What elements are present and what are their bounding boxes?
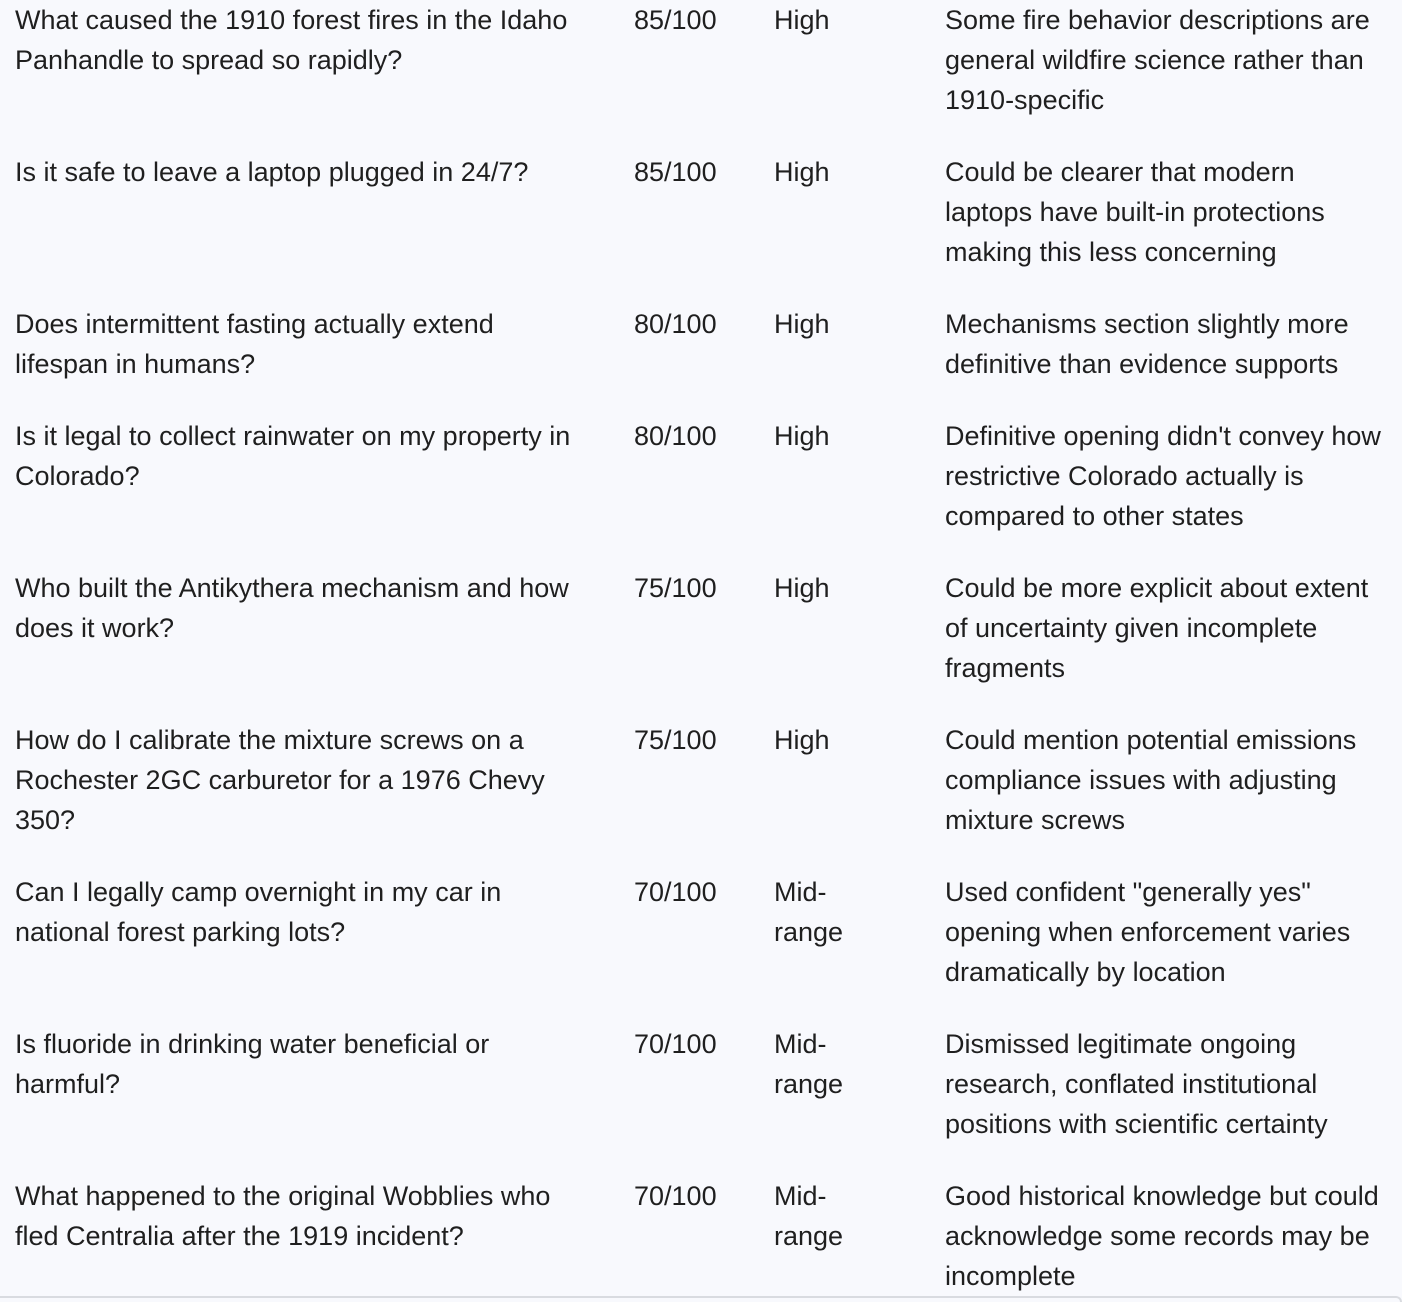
question-cell: Can I legally camp overnight in my car in national forest parking lots? xyxy=(15,877,502,947)
score-cell: 85/100 xyxy=(634,157,717,187)
score-cell: 75/100 xyxy=(634,573,717,603)
confidence-cell: High xyxy=(774,309,830,339)
confidence-cell: High xyxy=(774,573,830,603)
score-cell: 70/100 xyxy=(634,1181,717,1211)
table-row xyxy=(0,720,1385,840)
note-cell: Used confident "generally yes" opening when enforcement varies dramatically by location xyxy=(945,877,1351,987)
container-bottom-border xyxy=(0,1296,1402,1302)
question-cell: Is it safe to leave a laptop plugged in 24/7? xyxy=(15,157,529,187)
confidence-cell: Mid-range xyxy=(774,877,844,947)
score-cell: 75/100 xyxy=(634,725,717,755)
confidence-cell: High xyxy=(774,157,830,187)
table-row xyxy=(0,568,1385,688)
confidence-cell: High xyxy=(774,5,830,35)
note-cell: Good historical knowledge but could acknowledge some records may be incomplete xyxy=(945,1181,1379,1291)
note-cell: Some fire behavior descriptions are general wildfire science rather than 1910-specific xyxy=(945,5,1370,115)
question-cell: Is it legal to collect rainwater on my property in Colorado? xyxy=(15,421,571,491)
question-cell: What caused the 1910 forest fires in the Idaho Panhandle to spread so rapidly? xyxy=(15,5,568,75)
table-row xyxy=(0,304,1385,384)
note-cell: Could mention potential emissions compliance issues with adjusting mixture screws xyxy=(945,725,1357,835)
score-cell: 70/100 xyxy=(634,877,717,907)
confidence-cell: High xyxy=(774,725,830,755)
table-row xyxy=(0,0,1385,120)
note-cell: Definitive opening didn't convey how restrictive Colorado actually is compared to other states xyxy=(945,421,1381,531)
confidence-cell: High xyxy=(774,421,830,451)
note-cell: Mechanisms section slightly more definitive than evidence supports xyxy=(945,309,1349,379)
table-row xyxy=(0,416,1385,536)
question-cell: Does intermittent fasting actually extend lifespan in humans? xyxy=(15,309,494,379)
score-cell: 80/100 xyxy=(634,309,717,339)
score-cell: 80/100 xyxy=(634,421,717,451)
table-row xyxy=(0,152,1385,272)
note-cell: Dismissed legitimate ongoing research, conflated institutional positions with scientific certainty xyxy=(945,1029,1328,1139)
score-cell: 70/100 xyxy=(634,1029,717,1059)
question-cell: How do I calibrate the mixture screws on a Rochester 2GC carburetor for a 1976 Chevy 350? xyxy=(15,725,545,835)
question-cell: Is fluoride in drinking water beneficial or harmful? xyxy=(15,1029,490,1099)
table-row xyxy=(0,1024,1385,1144)
question-cell: What happened to the original Wobblies who fled Centralia after the 1919 incident? xyxy=(15,1181,551,1251)
note-cell: Could be more explicit about extent of uncertainty given incomplete fragments xyxy=(945,573,1369,683)
table-row xyxy=(0,1176,1385,1296)
question-cell: Who built the Antikythera mechanism and how does it work? xyxy=(15,573,569,643)
table-row xyxy=(0,872,1385,992)
note-cell: Could be clearer that modern laptops have built-in protections making this less concerning xyxy=(945,157,1325,267)
score-cell: 85/100 xyxy=(634,5,717,35)
confidence-cell: Mid-range xyxy=(774,1181,844,1251)
confidence-cell: Mid-range xyxy=(774,1029,844,1099)
